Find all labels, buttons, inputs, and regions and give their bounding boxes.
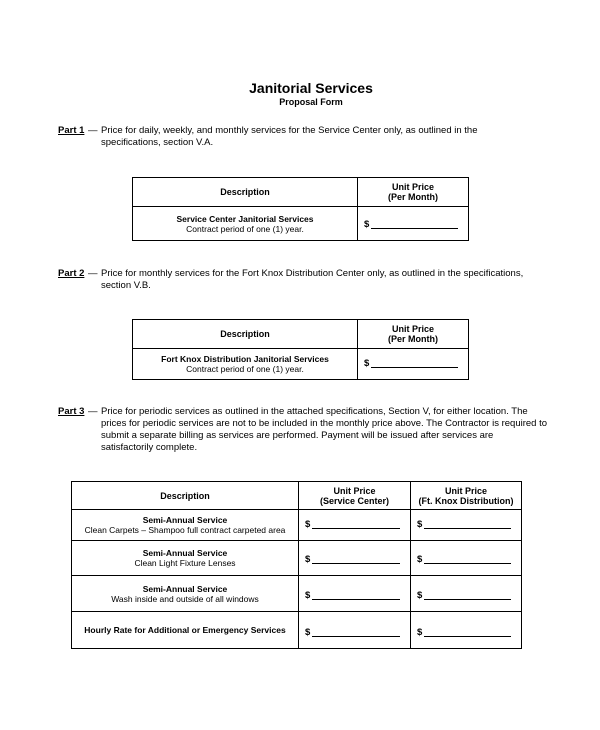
price-blank-line (424, 599, 511, 600)
table3-header-b-line1: Unit Price (444, 485, 487, 496)
price-blank-line (371, 367, 458, 368)
part-3-text: Price for periodic services as outlined in the attached specifications, Section V, for either location. The prices for periodic services are not to be included in the monthly price above. The Contractor is required to submit a separate billing as services are performed. Payment will be issued after services are satisfactorily complete. (101, 406, 548, 453)
table3-row-description (72, 612, 299, 649)
table2-header-price-line1: Unit Price (391, 324, 434, 334)
part-1-section (58, 125, 538, 149)
part-2-text: Price for monthly services for the Fort Knox Distribution Center only, as outlined in the specifications, section V.B. (101, 268, 524, 291)
dollar-sign: $ (364, 358, 370, 369)
table3-header-b-line2: (Ft. Knox Distribution) (418, 495, 514, 506)
service-center-price-field[interactable] (299, 576, 411, 612)
table-row (72, 541, 522, 576)
row-note: Clean Carpets – Shampoo full contract carpeted area (84, 525, 286, 535)
row-title: Semi-Annual Service (142, 583, 228, 594)
document-title: Janitorial Services (249, 80, 373, 96)
part-1-dash: — (88, 125, 98, 136)
table3-header-a-line1: Unit Price (333, 485, 376, 496)
table1-row-note: Contract period of one (1) year. (186, 223, 304, 234)
table1-header-description: Description (133, 178, 358, 207)
table-row (72, 510, 522, 541)
service-center-price-field[interactable] (299, 541, 411, 576)
dollar-sign: $ (417, 519, 423, 530)
part-3-dash: — (88, 406, 98, 417)
price-blank-line (312, 636, 400, 637)
price-blank-line (312, 528, 400, 529)
table3-header-description: Description (72, 482, 299, 510)
table-row (72, 576, 522, 612)
service-center-price-field[interactable] (299, 612, 411, 649)
table2-header-unit-price (358, 320, 469, 349)
dollar-sign: $ (417, 554, 423, 565)
table2-row-note: Contract period of one (1) year. (186, 364, 304, 374)
part-3-section (58, 406, 548, 454)
dollar-sign: $ (417, 590, 423, 601)
dollar-sign: $ (417, 627, 423, 638)
table2-header-price-line2: (Per Month) (388, 334, 438, 344)
price-blank-line (424, 636, 511, 637)
table2-row-title: Fort Knox Distribution Janitorial Services (161, 354, 329, 364)
dollar-sign: $ (305, 519, 311, 530)
fort-knox-price-table (132, 319, 469, 380)
table3-row-description (72, 541, 299, 576)
table-row (72, 612, 522, 649)
periodic-services-price-table (71, 481, 522, 649)
row-title: Semi-Annual Service (142, 515, 228, 525)
ft-knox-price-field[interactable] (411, 510, 522, 541)
dollar-sign: $ (305, 554, 311, 565)
table2-header-description: Description (133, 320, 358, 349)
dollar-sign: $ (305, 627, 311, 638)
ft-knox-price-field[interactable] (411, 576, 522, 612)
table3-header-a-line2: (Service Center) (319, 495, 390, 506)
table2-price-field[interactable] (358, 349, 469, 380)
price-blank-line (371, 228, 458, 229)
ft-knox-price-field[interactable] (411, 612, 522, 649)
part-2-section (58, 268, 538, 292)
part-2-label: Part 2 (58, 268, 85, 279)
table3-header-ft-knox (411, 482, 522, 510)
row-title: Hourly Rate for Additional or Emergency Services (84, 625, 286, 635)
part-2-dash: — (88, 268, 98, 279)
table2-row-description (133, 349, 358, 380)
price-blank-line (312, 563, 400, 564)
part-3-label: Part 3 (58, 406, 85, 417)
table1-row-title: Service Center Janitorial Services (176, 213, 314, 224)
table3-header-service-center (299, 482, 411, 510)
price-blank-line (312, 599, 400, 600)
row-title: Semi-Annual Service (142, 548, 228, 558)
table1-row-description (133, 207, 358, 241)
table1-header-price-line2: (Per Month) (388, 192, 438, 202)
part-1-text: Price for daily, weekly, and monthly services for the Service Center only, as outlined in the specifications, section V.A. (101, 125, 478, 148)
table1-price-field[interactable] (358, 207, 469, 241)
table3-row-description (72, 510, 299, 541)
document-subtitle: Proposal Form (279, 97, 343, 107)
dollar-sign: $ (305, 590, 311, 601)
service-center-price-field[interactable] (299, 510, 411, 541)
price-blank-line (424, 563, 511, 564)
service-center-price-table (132, 177, 469, 241)
table1-header-price-line1: Unit Price (391, 182, 434, 192)
row-note: Wash inside and outside of all windows (111, 593, 259, 604)
table3-row-description (72, 576, 299, 612)
table1-header-unit-price (358, 178, 469, 207)
price-blank-line (424, 528, 511, 529)
part-1-label: Part 1 (58, 125, 85, 136)
dollar-sign: $ (364, 219, 370, 230)
ft-knox-price-field[interactable] (411, 541, 522, 576)
row-note: Clean Light Fixture Lenses (134, 558, 236, 568)
